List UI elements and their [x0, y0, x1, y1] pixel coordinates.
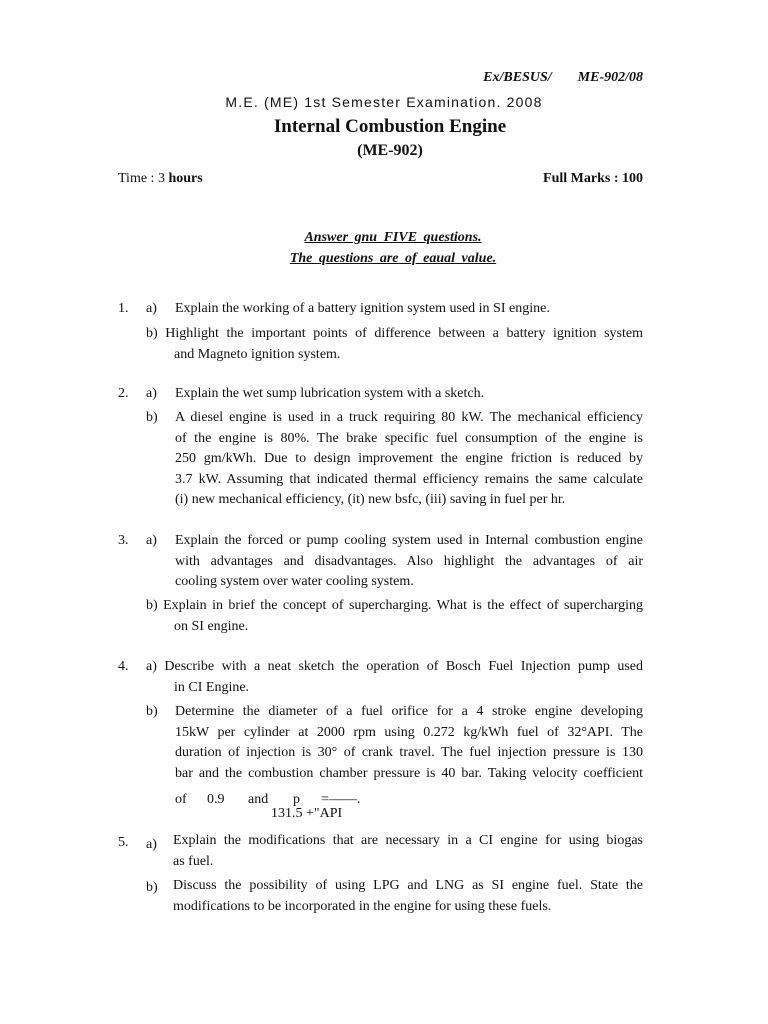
question-5-number: 5.	[118, 835, 129, 850]
formula-and: and	[248, 792, 269, 807]
question-4b-label: b)	[146, 704, 158, 719]
question-3b-line: on SI engine.	[174, 618, 249, 634]
formula-denominator: 131.5 +"API	[271, 806, 343, 821]
question-1-number: 1.	[118, 301, 129, 316]
paper-code-series: Ex/BESUS/	[483, 70, 552, 85]
question-3b-line: b) Explain in brief the concept of supercharging. What is the effect of supercharging	[146, 598, 643, 613]
question-4b-line: Determine the diameter of a fuel orifice for a 4 stroke engine developing	[175, 704, 643, 719]
question-4b-line: bar and the combustion chamber pressure is 40 bar. Taking velocity coefficient	[175, 765, 643, 781]
question-3a-label: a)	[146, 533, 157, 548]
question-2b-line: A diesel engine is used in a truck requiring 80 kW. The mechanical efficiency	[175, 410, 643, 425]
subject-title: Internal Combustion Engine	[273, 116, 507, 137]
question-2b-line: of the engine is 80%. The brake specific fuel consumption of the engine is	[175, 430, 643, 446]
question-4a-line: in CI Engine.	[174, 679, 250, 695]
question-5b-line: modifications to be incorporated in the engine for using these fuels.	[173, 898, 552, 914]
subject-code: (ME-902)	[357, 142, 423, 159]
formula-p: p	[293, 792, 300, 807]
question-2b-line: 3.7 kW. Assuming that indicated thermal efficiency remains the same calculate	[175, 471, 643, 487]
question-5a-line: Explain the modifications that are necessary in a CI engine for using biogas	[173, 833, 643, 848]
question-5b-line: Discuss the possibility of using LPG and LNG as SI engine fuel. State the	[173, 878, 643, 893]
question-2b-text	[175, 408, 643, 511]
question-4b-line: 15kW per cylinder at 2000 rpm using 0.272 kg/kWh fuel of 32°API. The	[175, 724, 643, 740]
question-1a-text: Explain the working of a battery ignition system used in SI engine.	[175, 301, 550, 316]
time-label: Time : 3	[118, 171, 165, 186]
question-5a-label: a)	[146, 837, 157, 852]
question-2-number: 2.	[118, 386, 129, 401]
question-5a-text	[173, 831, 643, 872]
question-4-number: 4.	[118, 659, 129, 674]
instruction-value: The questions are of eaual value.	[289, 251, 497, 266]
instruction-answer: Answer gnu FIVE questions.	[304, 230, 482, 245]
question-4a-line: a) Describe with a neat sketch the operation of Bosch Fuel Injection pump used	[146, 659, 643, 674]
question-4b-line: duration of injection is 30° of crank travel. The fuel injection pressure is 130	[175, 745, 643, 760]
question-3a-line: cooling system over water cooling system.	[175, 574, 414, 589]
formula-coefficient: 0.9	[207, 792, 225, 807]
question-1b-text	[146, 324, 643, 365]
question-5a-line: as fuel.	[173, 853, 214, 869]
question-2a-label: a)	[146, 386, 157, 401]
formula-equals: =——.	[321, 792, 361, 807]
formula-of: of	[175, 792, 187, 807]
paper-code-number: ME-902/08	[577, 70, 643, 85]
question-1b-line: b) Highlight the important points of difference between a battery ignition system	[146, 326, 643, 341]
question-5b-text	[173, 876, 643, 917]
question-3a-line: Explain the forced or pump cooling system used in Internal combustion engine	[175, 533, 643, 548]
question-2b-label: b)	[146, 410, 158, 425]
question-1a-label: a)	[146, 301, 157, 316]
paper-code	[483, 70, 643, 86]
question-4b-text	[175, 702, 643, 784]
question-1b-line: and Magneto ignition system.	[174, 346, 341, 362]
time-allowed	[118, 171, 203, 187]
question-3a-text	[175, 531, 643, 593]
question-2b-line: 250 gm/kWh. Due to design improvement the engine friction is reduced by	[175, 451, 643, 466]
question-5b-label: b)	[146, 880, 158, 895]
question-2b-line: (i) new mechanical efficiency, (it) new bsfc, (iii) saving in fuel per hr.	[175, 492, 566, 507]
exam-title: M.E. (ME) 1st Semester Examination. 2008	[225, 94, 543, 110]
full-marks: Full Marks : 100	[543, 171, 643, 186]
question-2a-text: Explain the wet sump lubrication system with a sketch.	[175, 386, 485, 401]
question-3b-text	[146, 596, 643, 637]
question-3a-line: with advantages and disadvantages. Also highlight the advantages of air	[175, 553, 643, 569]
question-4a-text	[146, 657, 643, 698]
question-3-number: 3.	[118, 533, 129, 548]
time-unit: hours	[168, 171, 203, 186]
